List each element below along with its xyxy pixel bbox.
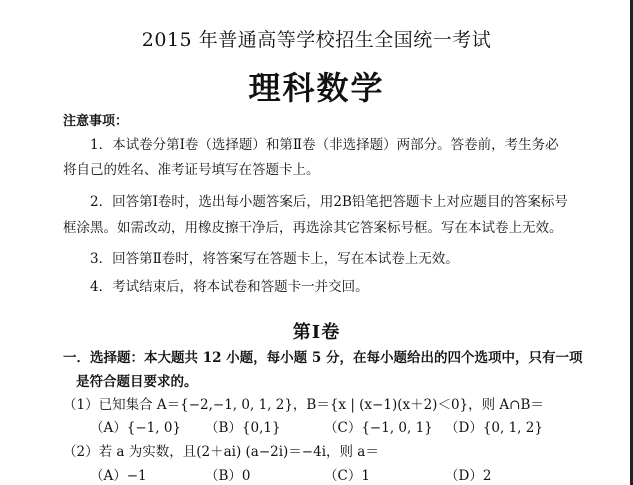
section-instruction-line-2: 是符合题目要求的。 [76,374,198,390]
question-2-option-c: （C）1 [324,468,370,484]
note-4: 4．考试结束后，将本试卷和答题卡一并交回。 [90,279,369,295]
section-instruction-line-1: 一．选择题：本大题共 12 小题，每小题 5 分，在每小题给出的四个选项中，只有一项 [63,350,583,366]
question-1-option-b: （B）{0,1} [205,420,281,436]
question-1-option-d: （D）{0, 1, 2} [445,420,543,436]
question-2-stem: （2）若 a 为实数，且(2＋ai) (a−2i)＝−4i，则 a＝ [63,444,379,460]
question-2-option-a: （A）−1 [90,468,147,484]
question-2-option-d: （D）2 [445,468,492,484]
note-1-line-1: 1．本试卷分第Ⅰ卷（选择题）和第Ⅱ卷（非选择题）两部分。答卷前，考生务必 [90,137,559,153]
note-2-line-2: 框涂黑。如需改动，用橡皮擦干净后，再选涂其它答案标号框。写在本试卷上无效。 [63,220,563,236]
question-1-stem: （1）已知集合 A＝{−2,−1, 0, 1, 2}，B＝{x | (x−1)(x＋2)＜0}，则 A∩B＝ [63,397,544,413]
question-1-option-c: （C）{−1, 0, 1} [324,420,433,436]
question-2-option-b: （B）0 [205,468,251,484]
note-2-line-1: 2．回答第Ⅰ卷时，选出每小题答案后，用2B铅笔把答题卡上对应题目的答案标号 [90,194,568,210]
note-3: 3．回答第Ⅱ卷时，将答案写在答题卡上，写在本试卷上无效。 [90,251,459,267]
note-1-line-2: 将自己的姓名、准考证号填写在答题卡上。 [63,162,320,178]
notes-label: 注意事项： [63,114,129,129]
question-1-option-a: （A）{−1, 0} [90,420,181,436]
subject-title: 理科数学 [248,69,385,107]
exam-title: 2015 年普通高等学校招生全国统一考试 [141,29,492,51]
section-title: 第Ⅰ卷 [292,322,341,343]
